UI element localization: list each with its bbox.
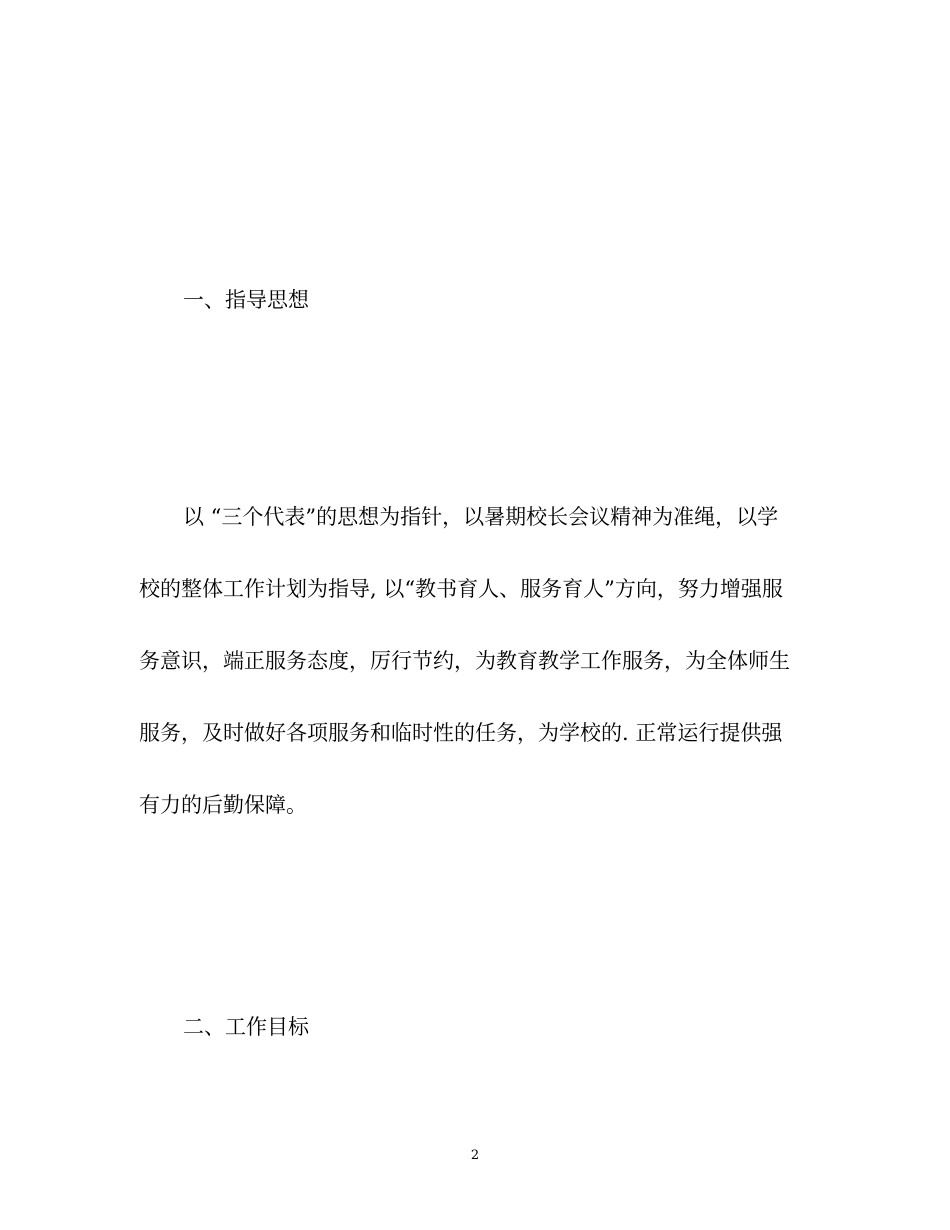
paragraph-line: 务意识，端正服务态度，厉行节约，为教育教学工作服务，为全体师生 bbox=[139, 649, 790, 673]
body-paragraph bbox=[139, 503, 839, 863]
paragraph-line: 以 “三个代表”的思想为指针，以暑期校长会议精神为准绳，以学 bbox=[183, 505, 779, 529]
section-heading-work-goals: 二、工作目标 bbox=[183, 1015, 309, 1039]
paragraph-line: 服务，及时做好各项服务和临时性的任务，为学校的. 正常运行提供强 bbox=[139, 721, 783, 745]
page-number: 2 bbox=[470, 1148, 480, 1163]
paragraph-line: 校的整体工作计划为指导, 以“教书育人、服务育人”方向，努力增强服 bbox=[139, 577, 783, 601]
section-heading-guiding-ideology: 一、指导思想 bbox=[183, 288, 309, 312]
paragraph-line: 有力的后勤保障。 bbox=[139, 793, 307, 817]
